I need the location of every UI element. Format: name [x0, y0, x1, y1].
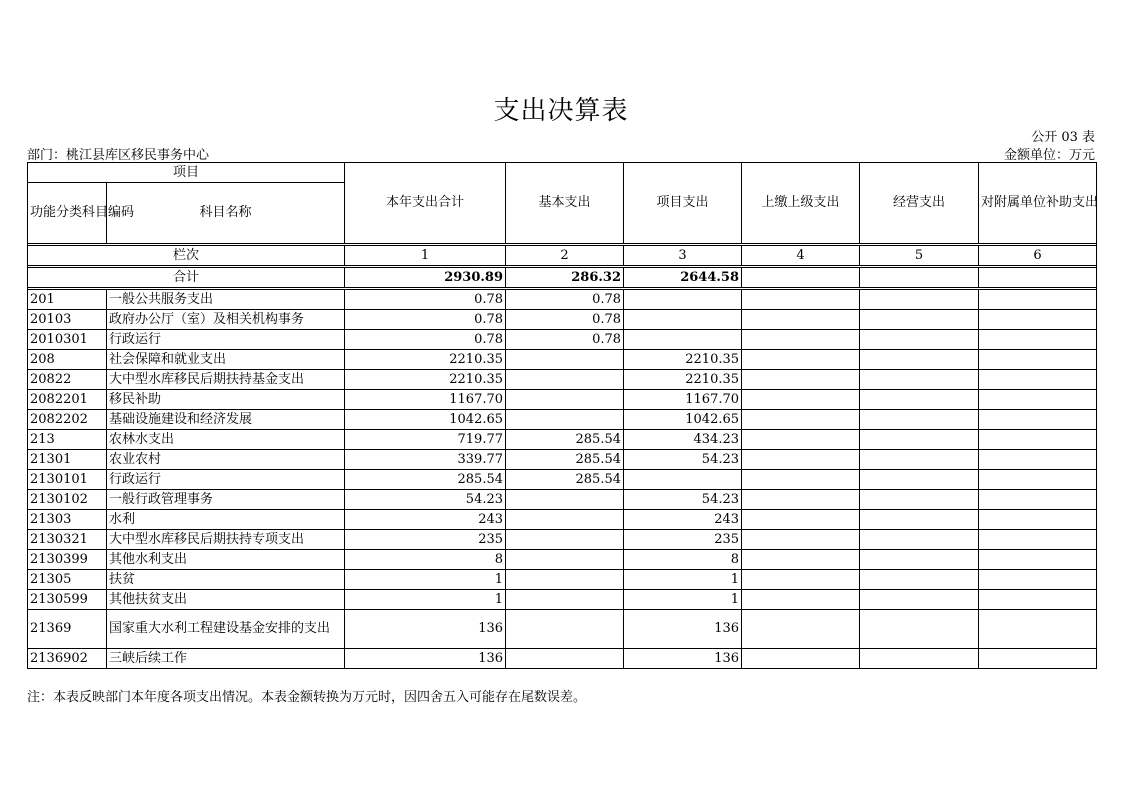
- row-value: [979, 550, 1097, 570]
- row-value: [860, 370, 979, 390]
- row-value: [860, 330, 979, 350]
- row-value: [860, 590, 979, 610]
- row-value: 54.23: [624, 490, 742, 510]
- row-value: [506, 350, 624, 370]
- total-cell: 286.32: [506, 268, 624, 288]
- row-value: [979, 450, 1097, 470]
- total-label: 合计: [28, 268, 345, 288]
- table-row: [28, 610, 1097, 649]
- row-value: [506, 390, 624, 410]
- row-value: [860, 430, 979, 450]
- header-project-expense: 项目支出: [624, 163, 742, 244]
- row-code: 21301: [28, 450, 107, 470]
- row-value: [860, 470, 979, 490]
- row-value: 8: [624, 550, 742, 570]
- table-row: [28, 590, 1097, 610]
- row-value: 1167.70: [345, 390, 506, 410]
- row-code: 21305: [28, 570, 107, 590]
- row-value: 719.77: [345, 430, 506, 450]
- column-index: 1: [345, 246, 506, 266]
- row-name: 一般公共服务支出: [107, 290, 345, 310]
- row-value: 8: [345, 550, 506, 570]
- row-code: 2130101: [28, 470, 107, 490]
- row-value: [860, 310, 979, 330]
- header-code: 功能分类科目编码: [28, 183, 107, 244]
- table-row: [28, 390, 1097, 410]
- row-value: [860, 390, 979, 410]
- table-row: [28, 430, 1097, 450]
- row-value: 0.78: [345, 310, 506, 330]
- row-value: 2210.35: [624, 350, 742, 370]
- row-value: [506, 570, 624, 590]
- expenditure-table: [27, 162, 1097, 669]
- row-name: 其他扶贫支出: [107, 590, 345, 610]
- row-code: 2082201: [28, 390, 107, 410]
- row-value: [860, 350, 979, 370]
- row-value: 136: [624, 610, 742, 649]
- row-value: [506, 410, 624, 430]
- row-name: 国家重大水利工程建设基金安排的支出: [107, 610, 345, 649]
- row-value: 1: [345, 590, 506, 610]
- row-value: 0.78: [506, 330, 624, 350]
- row-value: [506, 370, 624, 390]
- row-name: 其他水利支出: [107, 550, 345, 570]
- table-row: [28, 450, 1097, 470]
- row-value: [506, 530, 624, 550]
- row-value: [742, 570, 860, 590]
- row-value: [979, 410, 1097, 430]
- row-value: [506, 590, 624, 610]
- row-value: 243: [624, 510, 742, 530]
- row-value: [860, 290, 979, 310]
- row-code: 21369: [28, 610, 107, 649]
- column-index: 3: [624, 246, 742, 266]
- row-value: 1: [345, 570, 506, 590]
- row-value: 54.23: [624, 450, 742, 470]
- row-value: [860, 450, 979, 470]
- row-value: [860, 570, 979, 590]
- row-value: [742, 490, 860, 510]
- row-value: [742, 470, 860, 490]
- header-upper-level: 上缴上级支出: [742, 163, 860, 244]
- row-value: 1: [624, 590, 742, 610]
- row-value: 235: [624, 530, 742, 550]
- row-code: 213: [28, 430, 107, 450]
- row-value: 1167.70: [624, 390, 742, 410]
- row-name: 移民补助: [107, 390, 345, 410]
- row-value: [742, 350, 860, 370]
- header-total: 本年支出合计: [345, 163, 506, 244]
- row-name: 行政运行: [107, 470, 345, 490]
- row-value: [742, 649, 860, 669]
- row-name: 社会保障和就业支出: [107, 350, 345, 370]
- row-value: [742, 370, 860, 390]
- row-value: 2210.35: [345, 350, 506, 370]
- row-value: [742, 390, 860, 410]
- row-value: 434.23: [624, 430, 742, 450]
- row-code: 201: [28, 290, 107, 310]
- column-index: 2: [506, 246, 624, 266]
- row-value: [860, 530, 979, 550]
- row-value: 285.54: [506, 470, 624, 490]
- row-value: 1: [624, 570, 742, 590]
- row-code: 2130399: [28, 550, 107, 570]
- row-value: [742, 510, 860, 530]
- total-cell: 2644.58: [624, 268, 742, 288]
- table-row: [28, 470, 1097, 490]
- row-value: [742, 430, 860, 450]
- row-value: [979, 390, 1097, 410]
- footnote: 注：本表反映部门本年度各项支出情况。本表金额转换为万元时，因四舍五入可能存在尾数误差。: [27, 690, 587, 705]
- form-number: 公开 03 表: [1031, 130, 1095, 145]
- header-subsidy: 对附属单位补助支出: [979, 163, 1097, 244]
- table-row: [28, 370, 1097, 390]
- row-value: [742, 610, 860, 649]
- total-cell: [979, 268, 1097, 288]
- row-value: [742, 530, 860, 550]
- row-name: 农林水支出: [107, 430, 345, 450]
- header-project: 项目: [28, 163, 345, 183]
- row-value: [979, 470, 1097, 490]
- row-value: [506, 510, 624, 530]
- page-title: 支出决算表: [493, 96, 629, 126]
- row-value: [624, 310, 742, 330]
- row-value: [506, 649, 624, 669]
- row-value: [979, 610, 1097, 649]
- row-value: [624, 290, 742, 310]
- row-code: 2130102: [28, 490, 107, 510]
- row-name: 扶贫: [107, 570, 345, 590]
- row-value: 0.78: [506, 310, 624, 330]
- row-code: 2136902: [28, 649, 107, 669]
- row-value: 54.23: [345, 490, 506, 510]
- row-name: 水利: [107, 510, 345, 530]
- row-value: [860, 610, 979, 649]
- row-name: 政府办公厅（室）及相关机构事务: [107, 310, 345, 330]
- row-value: [624, 330, 742, 350]
- row-value: [860, 490, 979, 510]
- row-value: [742, 450, 860, 470]
- row-value: 235: [345, 530, 506, 550]
- table-row: [28, 490, 1097, 510]
- row-value: [979, 530, 1097, 550]
- row-value: 2210.35: [624, 370, 742, 390]
- row-value: [506, 550, 624, 570]
- row-value: [742, 590, 860, 610]
- row-value: [742, 310, 860, 330]
- table-row: [28, 290, 1097, 310]
- row-value: 1042.65: [345, 410, 506, 430]
- row-value: [742, 330, 860, 350]
- row-value: [979, 290, 1097, 310]
- row-value: [860, 649, 979, 669]
- table-row: [28, 530, 1097, 550]
- row-value: [979, 649, 1097, 669]
- row-value: [979, 430, 1097, 450]
- row-value: 2210.35: [345, 370, 506, 390]
- row-name: 行政运行: [107, 330, 345, 350]
- row-value: [979, 490, 1097, 510]
- row-value: [742, 550, 860, 570]
- row-code: 208: [28, 350, 107, 370]
- row-value: 285.54: [506, 450, 624, 470]
- row-name: 一般行政管理事务: [107, 490, 345, 510]
- row-value: [742, 410, 860, 430]
- table-row: [28, 410, 1097, 430]
- row-value: [506, 490, 624, 510]
- row-value: 1042.65: [624, 410, 742, 430]
- column-index: 5: [860, 246, 979, 266]
- row-value: [860, 550, 979, 570]
- row-code: 2082202: [28, 410, 107, 430]
- header-basic: 基本支出: [506, 163, 624, 244]
- row-value: 136: [345, 649, 506, 669]
- row-value: 0.78: [345, 290, 506, 310]
- row-value: 243: [345, 510, 506, 530]
- row-value: 0.78: [345, 330, 506, 350]
- column-index-label: 栏次: [28, 246, 345, 266]
- header-name: 科目名称: [107, 183, 345, 244]
- row-value: [860, 410, 979, 430]
- row-name: 大中型水库移民后期扶持基金支出: [107, 370, 345, 390]
- table-row: [28, 330, 1097, 350]
- row-value: [979, 570, 1097, 590]
- row-value: [979, 590, 1097, 610]
- row-name: 基础设施建设和经济发展: [107, 410, 345, 430]
- row-code: 20103: [28, 310, 107, 330]
- table-row: [28, 550, 1097, 570]
- row-value: [979, 370, 1097, 390]
- row-code: 2130599: [28, 590, 107, 610]
- row-value: [979, 510, 1097, 530]
- total-cell: 2930.89: [345, 268, 506, 288]
- table-row: [28, 350, 1097, 370]
- table-row: [28, 570, 1097, 590]
- row-value: 339.77: [345, 450, 506, 470]
- row-code: 21303: [28, 510, 107, 530]
- header-business: 经营支出: [860, 163, 979, 244]
- row-value: [979, 330, 1097, 350]
- row-value: [624, 470, 742, 490]
- department-label: 部门：桃江县库区移民事务中心: [27, 148, 210, 163]
- row-value: 136: [345, 610, 506, 649]
- row-value: [979, 310, 1097, 330]
- row-value: [860, 510, 979, 530]
- row-value: [742, 290, 860, 310]
- total-cell: [742, 268, 860, 288]
- row-code: 2130321: [28, 530, 107, 550]
- row-value: 285.54: [506, 430, 624, 450]
- row-value: [506, 610, 624, 649]
- row-value: [979, 350, 1097, 370]
- row-code: 20822: [28, 370, 107, 390]
- row-name: 大中型水库移民后期扶持专项支出: [107, 530, 345, 550]
- row-value: 285.54: [345, 470, 506, 490]
- table-row: [28, 510, 1097, 530]
- table-row: [28, 310, 1097, 330]
- row-name: 三峡后续工作: [107, 649, 345, 669]
- table-row: [28, 649, 1097, 669]
- column-index: 4: [742, 246, 860, 266]
- row-name: 农业农村: [107, 450, 345, 470]
- column-index: 6: [979, 246, 1097, 266]
- amount-unit-label: 金额单位：万元: [1003, 148, 1095, 163]
- row-value: 0.78: [506, 290, 624, 310]
- row-code: 2010301: [28, 330, 107, 350]
- row-value: 136: [624, 649, 742, 669]
- total-cell: [860, 268, 979, 288]
